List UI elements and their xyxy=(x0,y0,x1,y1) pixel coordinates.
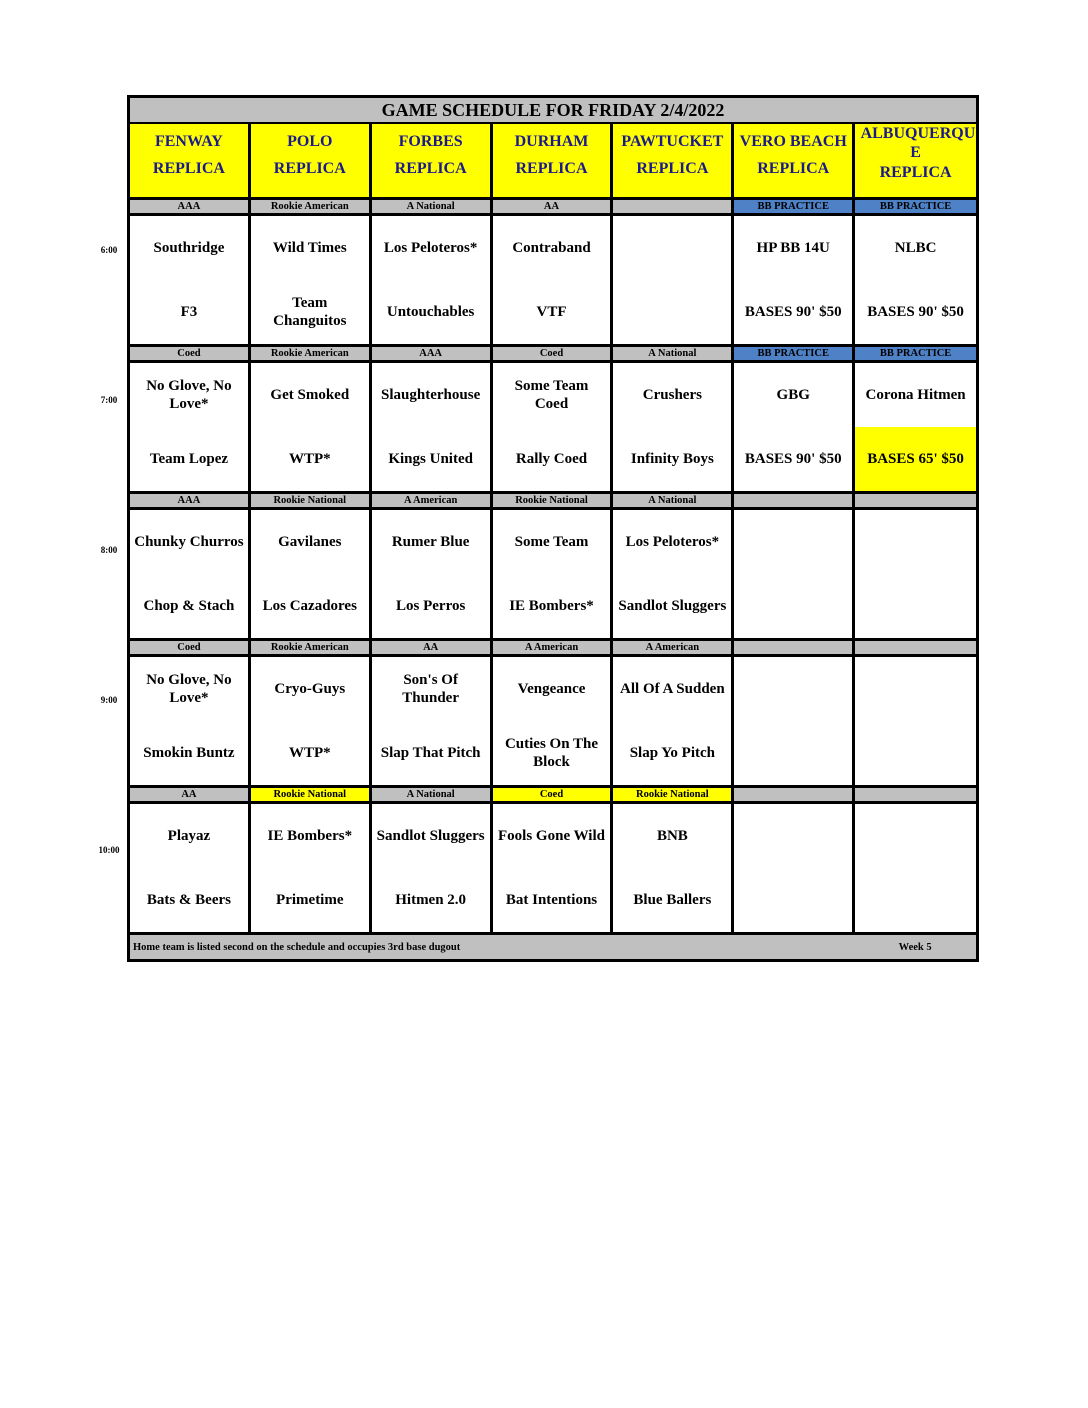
home-team-note: Home team is listed second on the schedule and occupies 3rd base dugout xyxy=(133,941,461,953)
home-team: Sandlot Sluggers xyxy=(618,598,727,614)
schedule-footer xyxy=(130,935,976,959)
home-team: Los Perros xyxy=(396,598,466,614)
game-cell xyxy=(251,804,372,932)
game-cell xyxy=(251,510,372,638)
home-team: Hitmen 2.0 xyxy=(395,892,467,908)
away-team: Slaughterhouse xyxy=(381,387,481,403)
game-cell xyxy=(251,363,372,491)
game-block xyxy=(130,216,976,347)
home-team: BASES 90' $50 xyxy=(744,304,842,320)
game-block xyxy=(130,510,976,641)
away-team: BNB xyxy=(656,828,688,844)
game-cell xyxy=(613,363,734,491)
away-team: Chunky Churros xyxy=(134,534,244,550)
game-cell xyxy=(493,804,614,932)
game-cell xyxy=(130,363,251,491)
away-team: Los Peloteros* xyxy=(383,240,478,256)
home-team: Infinity Boys xyxy=(630,451,714,467)
away-team xyxy=(734,657,852,721)
away-team: No Glove, No Love* xyxy=(146,378,232,412)
game-cell xyxy=(734,657,855,785)
division-label: Coed xyxy=(493,347,614,363)
game-cell xyxy=(613,804,734,932)
game-cell xyxy=(855,804,976,932)
away-team: Los Peloteros* xyxy=(625,534,720,550)
away-team: Sandlot Sluggers xyxy=(376,828,485,844)
game-cell xyxy=(734,804,855,932)
away-team: Get Smoked xyxy=(270,387,350,403)
division-label: Coed xyxy=(130,347,251,363)
home-team: BASES 90' $50 xyxy=(744,451,842,467)
division-label xyxy=(855,788,976,804)
field-header-albuquerque: ALBUQUERQU E REPLICA xyxy=(855,124,976,200)
game-cell xyxy=(855,216,976,344)
home-team: Smokin Buntz xyxy=(143,745,235,761)
division-label: Coed xyxy=(130,641,251,657)
home-team: F3 xyxy=(180,304,198,320)
game-cell xyxy=(734,216,855,344)
away-team: GBG xyxy=(776,387,810,403)
home-team: WTP* xyxy=(288,745,331,761)
home-team xyxy=(855,574,976,638)
division-label: AA xyxy=(130,788,251,804)
game-cell xyxy=(130,657,251,785)
game-cell xyxy=(493,657,614,785)
division-label xyxy=(855,494,976,510)
time-label: 9:00 xyxy=(100,695,118,705)
game-cell xyxy=(855,363,976,491)
division-label: Rookie American xyxy=(251,200,372,216)
game-cell xyxy=(734,510,855,638)
home-team xyxy=(734,868,852,932)
away-team: Gavilanes xyxy=(278,534,342,550)
division-label xyxy=(613,200,734,216)
field-header-polo: POLO REPLICA xyxy=(251,124,372,200)
game-cell xyxy=(372,363,493,491)
away-team: NLBC xyxy=(894,240,937,256)
home-team: BASES 90' $50 xyxy=(867,304,964,320)
away-team: Vengeance xyxy=(517,681,586,697)
away-team xyxy=(734,510,852,574)
home-team xyxy=(734,574,852,638)
division-label: AAA xyxy=(130,494,251,510)
away-team xyxy=(855,657,976,721)
game-cell xyxy=(372,216,493,344)
division-label xyxy=(734,494,855,510)
game-cell xyxy=(130,804,251,932)
home-team: Chop & Stach xyxy=(143,598,235,614)
division-label: AA xyxy=(493,200,614,216)
division-label xyxy=(855,641,976,657)
away-team: Playaz xyxy=(167,828,211,844)
away-team: Contraband xyxy=(512,240,591,256)
week-label: Week 5 xyxy=(898,941,932,953)
home-team: Team Lopez xyxy=(149,451,229,467)
division-label xyxy=(734,641,855,657)
game-cell xyxy=(372,804,493,932)
game-cell xyxy=(493,363,614,491)
division-label: AAA xyxy=(372,347,493,363)
division-label: AA xyxy=(372,641,493,657)
game-cell xyxy=(130,216,251,344)
game-cell xyxy=(734,363,855,491)
away-team: Some Team Coed xyxy=(514,378,589,412)
game-cell xyxy=(855,657,976,785)
division-label: A American xyxy=(613,641,734,657)
division-row xyxy=(130,494,976,510)
division-row xyxy=(130,347,976,363)
field-header-forbes: FORBES REPLICA xyxy=(372,124,493,200)
home-team: IE Bombers* xyxy=(509,598,594,614)
division-row xyxy=(130,788,976,804)
field-header-fenway: FENWAY REPLICA xyxy=(130,124,251,200)
time-label: 6:00 xyxy=(100,245,118,255)
time-label: 10:00 xyxy=(98,845,120,855)
game-cell xyxy=(613,657,734,785)
division-label: AAA xyxy=(130,200,251,216)
division-label: BB PRACTICE xyxy=(855,200,976,216)
away-team: Wild Times xyxy=(272,240,347,256)
away-team xyxy=(613,216,731,280)
away-team: Rumer Blue xyxy=(391,534,470,550)
home-team: VTF xyxy=(536,304,567,320)
home-team: Slap That Pitch xyxy=(380,745,481,761)
game-cell xyxy=(613,510,734,638)
home-team xyxy=(855,721,976,785)
home-team: Team Changuitos xyxy=(273,295,347,329)
home-team: Blue Ballers xyxy=(633,892,712,908)
game-cell xyxy=(493,216,614,344)
home-team: WTP* xyxy=(288,451,331,467)
home-team: Rally Coed xyxy=(515,451,588,467)
home-team xyxy=(613,280,731,344)
game-schedule-table xyxy=(127,95,979,962)
away-team: Cryo-Guys xyxy=(274,681,346,697)
home-team: Slap Yo Pitch xyxy=(629,745,716,761)
field-header-durham: DURHAM REPLICA xyxy=(493,124,614,200)
division-label: BB PRACTICE xyxy=(855,347,976,363)
away-team: Son's Of Thunder xyxy=(402,672,459,706)
division-label: A American xyxy=(372,494,493,510)
field-header-vero-beach: VERO BEACH REPLICA xyxy=(734,124,855,200)
schedule-title: GAME SCHEDULE FOR FRIDAY 2/4/2022 xyxy=(130,98,976,124)
away-team xyxy=(855,510,976,574)
game-cell xyxy=(372,510,493,638)
away-team xyxy=(855,804,976,868)
time-slots xyxy=(130,200,976,935)
game-block xyxy=(130,363,976,494)
away-team: All Of A Sudden xyxy=(620,681,725,697)
home-team: Primetime xyxy=(276,892,344,908)
away-team xyxy=(734,804,852,868)
home-team: Bats & Beers xyxy=(146,892,231,908)
away-team: Some Team xyxy=(514,534,589,550)
division-label: Rookie American xyxy=(251,347,372,363)
home-team: Kings United xyxy=(388,451,473,467)
game-block xyxy=(130,657,976,788)
home-team xyxy=(855,868,976,932)
division-label: A National xyxy=(372,788,493,804)
division-label xyxy=(734,788,855,804)
away-team: Southridge xyxy=(153,240,225,256)
division-label: Rookie National xyxy=(613,788,734,804)
away-team: HP BB 14U xyxy=(756,240,830,256)
away-team: Crushers xyxy=(642,387,702,403)
division-row xyxy=(130,641,976,657)
home-team: Bat Intentions xyxy=(505,892,598,908)
division-label: A American xyxy=(493,641,614,657)
home-team: Cuties On The Block xyxy=(504,736,599,770)
field-header-row xyxy=(130,124,976,200)
division-label: Rookie National xyxy=(493,494,614,510)
division-label: Rookie National xyxy=(251,788,372,804)
game-cell xyxy=(251,657,372,785)
division-label: BB PRACTICE xyxy=(734,200,855,216)
division-label: A National xyxy=(613,347,734,363)
home-team: Los Cazadores xyxy=(262,598,357,614)
away-team: IE Bombers* xyxy=(267,828,353,844)
division-label: A National xyxy=(372,200,493,216)
game-cell xyxy=(493,510,614,638)
division-label: Rookie American xyxy=(251,641,372,657)
division-label: A National xyxy=(613,494,734,510)
game-block xyxy=(130,804,976,935)
field-header-pawtucket: PAWTUCKET REPLICA xyxy=(613,124,734,200)
time-label: 7:00 xyxy=(100,395,118,405)
home-team: Untouchables xyxy=(386,304,475,320)
game-cell xyxy=(130,510,251,638)
game-cell xyxy=(855,510,976,638)
division-label: Coed xyxy=(493,788,614,804)
division-label: BB PRACTICE xyxy=(734,347,855,363)
away-team: Fools Gone Wild xyxy=(498,828,605,844)
game-cell xyxy=(251,216,372,344)
time-label: 8:00 xyxy=(100,545,118,555)
away-team: No Glove, No Love* xyxy=(146,672,232,706)
division-label: Rookie National xyxy=(251,494,372,510)
home-team: BASES 65' $50 xyxy=(855,427,976,491)
division-row xyxy=(130,200,976,216)
game-cell xyxy=(372,657,493,785)
away-team: Corona Hitmen xyxy=(865,387,966,403)
home-team xyxy=(734,721,852,785)
game-cell xyxy=(613,216,734,344)
